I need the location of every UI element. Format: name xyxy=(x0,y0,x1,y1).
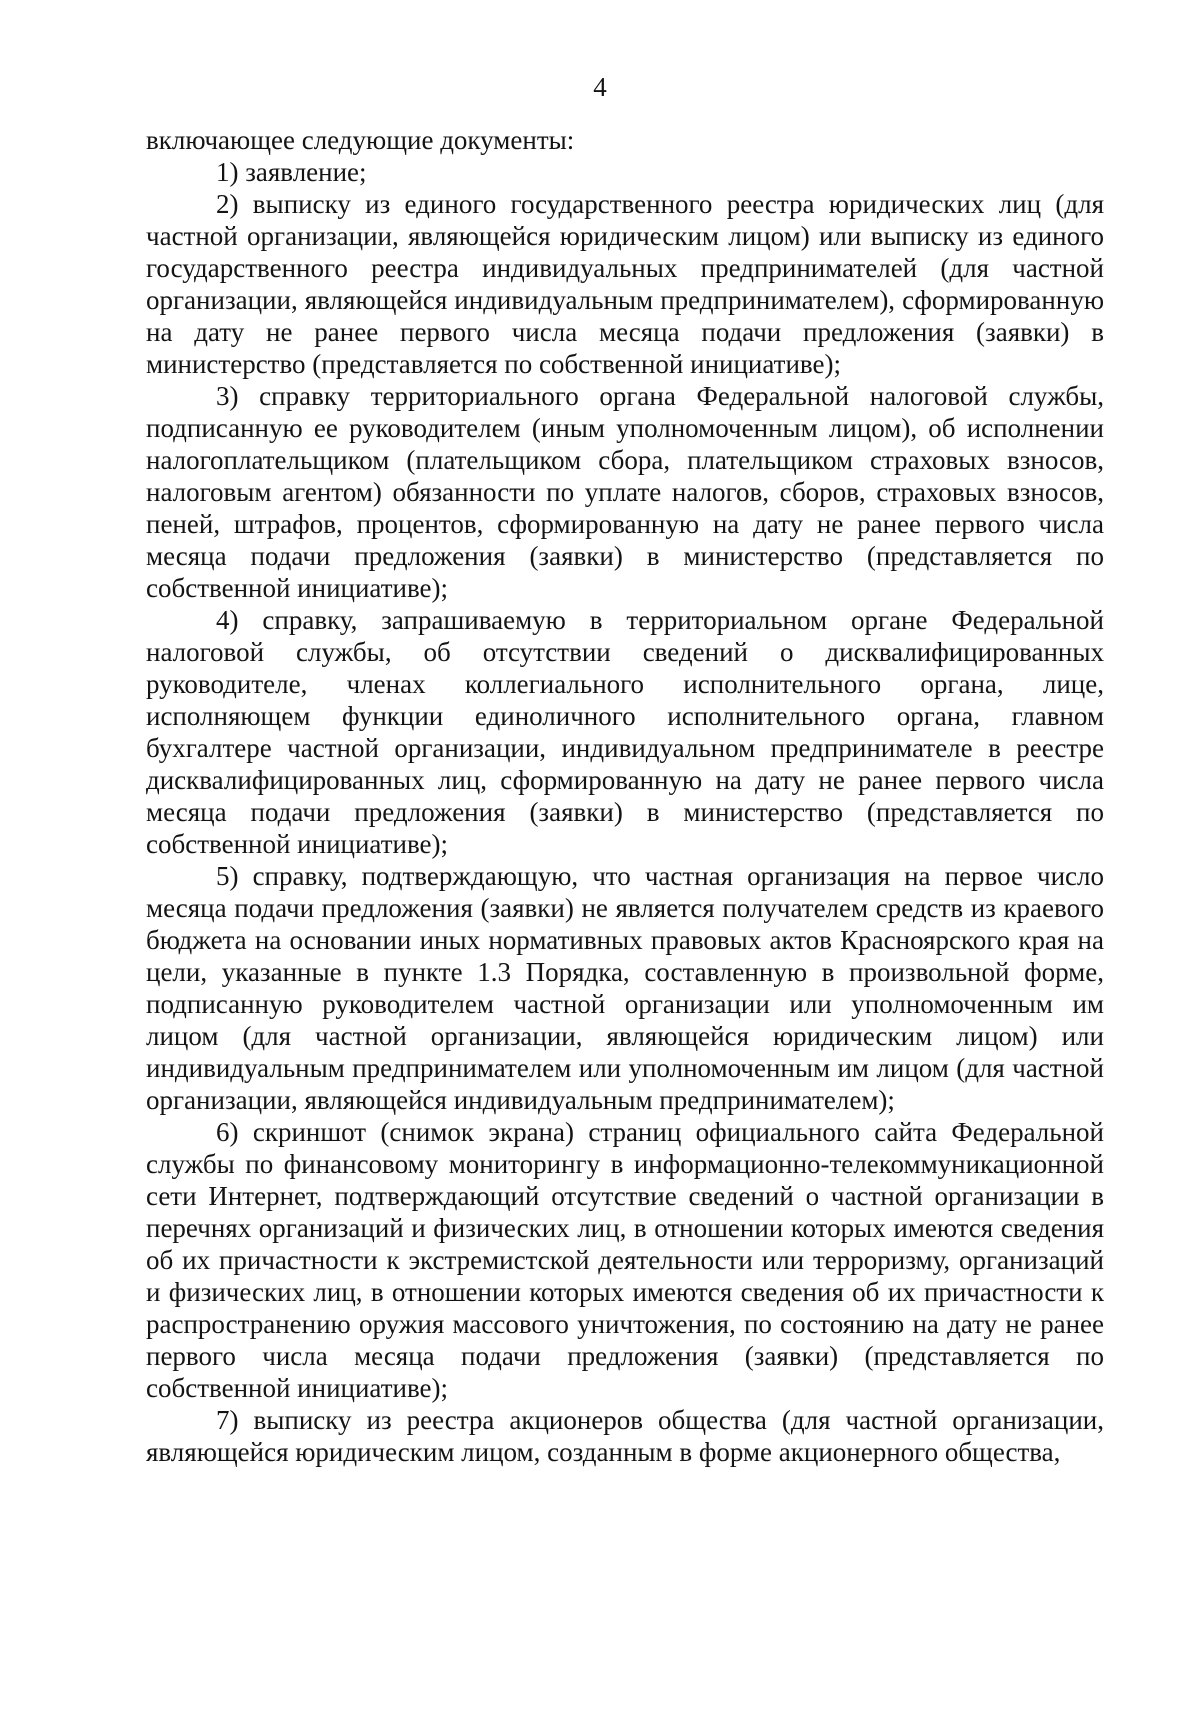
list-item-6: 6) скриншот (снимок экрана) страниц официального сайта Федеральной службы по финансовому мониторингу в информационно-телекоммуникационной сети Интернет, подтверждающий отсутствие сведений о частной организации в перечнях организаций и физических лиц, в отношении которых имеются сведения об их причастности к экстремистской деятельности или терроризму, организаций и физических лиц, в отношении которых имеются сведения об их причастности к распространению оружия массового уничтожения, по состоянию на дату не ранее первого числа месяца подачи предложения (заявки) (представляется по собственной инициативе); xyxy=(146,1117,1104,1403)
document-body xyxy=(146,124,1104,1468)
page-number: 4 xyxy=(593,72,607,102)
list-item-4: 4) справку, запрашиваемую в территориальном органе Федеральной налоговой службы, об отсутствии сведений о дисквалифицированных руководителе, членах коллегиального исполнительного органа, лице, исполняющем функции единоличного исполнительного органа, главном бухгалтере частной организации, индивидуальном предпринимателе в реестре дисквалифицированных лиц, сформированную на дату не ранее первого числа месяца подачи предложения (заявки) в министерство (представляется по собственной инициативе); xyxy=(146,605,1104,859)
list-item-5: 5) справку, подтверждающую, что частная организация на первое число месяца подачи предложения (заявки) не является получателем средств из краевого бюджета на основании иных нормативных правовых актов Красноярского края на цели, указанные в пункте 1.3 Порядка, составленную в произвольной форме, подписанную руководителем частной организации или уполномоченным им лицом (для частной организации, являющейся юридическим лицом) или индивидуальным предпринимателем или уполномоченным им лицом (для частной организации, являющейся индивидуальным предпринимателем); xyxy=(146,861,1104,1115)
paragraph-intro: включающее следующие документы: xyxy=(146,125,575,155)
list-item-2: 2) выписку из единого государственного реестра юридических лиц (для частной организации, являющейся юридическим лицом) или выписку из единого государственного реестра индивидуальных предпринимателей (для частной организации, являющейся индивидуальным предпринимателем), сформированную на дату не ранее первого числа месяца подачи предложения (заявки) в министерство (представляется по собственной инициативе); xyxy=(146,189,1104,379)
list-item-1: 1) заявление; xyxy=(216,157,367,187)
list-item-7: 7) выписку из реестра акционеров общества (для частной организации, являющейся юридическим лицом, созданным в форме акционерного общества, xyxy=(146,1405,1104,1467)
list-item-3: 3) справку территориального органа Федеральной налоговой службы, подписанную ее руководителем (иным уполномоченным лицом), об исполнении налогоплательщиком (плательщиком сбора, плательщиком страховых взносов, налоговым агентом) обязанности по уплате налогов, сборов, страховых взносов, пеней, штрафов, процентов, сформированную на дату не ранее первого числа месяца подачи предложения (заявки) в министерство (представляется по собственной инициативе); xyxy=(146,381,1104,603)
